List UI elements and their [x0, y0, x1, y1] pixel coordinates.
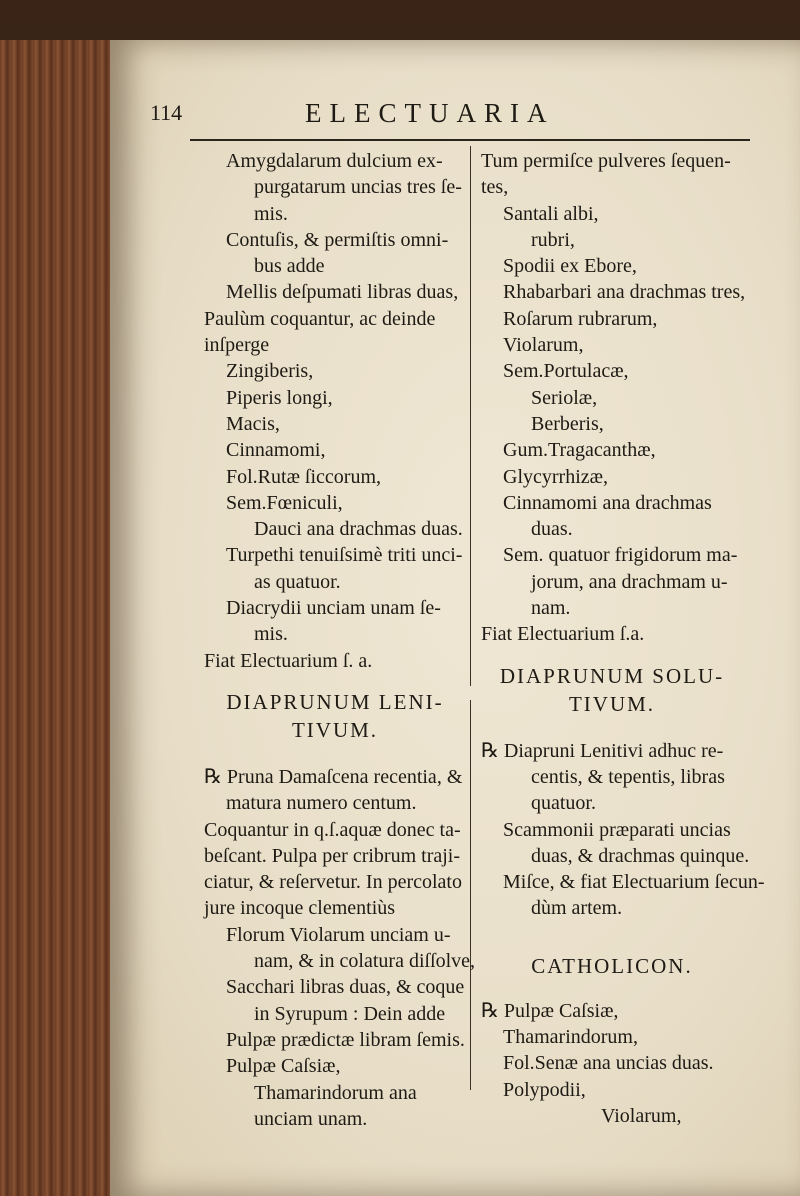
text-line: Zingiberis, — [226, 360, 314, 383]
text-line: Macis, — [226, 412, 280, 435]
text-line: Sem.Portulacæ, — [503, 360, 629, 383]
recipe-heading: DIAPRUNUM SOLU- — [499, 663, 725, 688]
text-line: Amygdalarum dulcium ex- — [226, 150, 443, 172]
text-line: matura numero centum. — [226, 792, 417, 815]
text-line: Florum Violarum unciam u- — [226, 923, 451, 946]
text-line: nam. — [531, 597, 571, 620]
text-line: Tum permiſce pulveres ſequen- — [481, 150, 731, 172]
text-line: Diacrydii unciam unam ſe- — [226, 597, 441, 620]
recipe-heading: DIAPRUNUM LENI- — [226, 689, 444, 714]
spacer — [481, 648, 743, 662]
text-line: duas. — [531, 518, 573, 541]
text-line: bus adde — [254, 255, 325, 278]
text-line: Piperis longi, — [226, 386, 333, 409]
text-line: mis. — [254, 623, 288, 646]
text-line: jorum, ana drachmam u- — [531, 570, 728, 593]
text-line: Roſarum rubrarum, — [503, 307, 658, 330]
text-line: Glycyrrhizæ, — [503, 465, 608, 488]
text-line: Rhabarbari ana drachmas tres, — [503, 281, 746, 304]
text-line: Thamarindorum ana — [254, 1081, 417, 1104]
text-line: unciam unam. — [254, 1107, 368, 1130]
text-line: Sem.Fœniculi, — [226, 491, 343, 514]
right-column — [481, 148, 765, 1129]
text-line: duas, & drachmas quinque. — [531, 844, 750, 867]
page-number: 114 — [150, 100, 183, 125]
text-line: Sacchari libras duas, & coque — [226, 976, 465, 999]
text-line: Berberis, — [531, 412, 604, 435]
text-line: rubri, — [531, 228, 575, 251]
text-line: Thamarindorum, — [503, 1026, 638, 1049]
recipe-heading: CATHOLICON. — [531, 953, 693, 978]
running-title: ELECTUARIA — [305, 98, 555, 128]
text-line: as quatuor. — [254, 570, 341, 593]
page-header — [150, 98, 750, 138]
text-line: purgatarum uncias tres ſe- — [254, 176, 462, 199]
text-line: dùm artem. — [531, 897, 623, 920]
spacer — [204, 744, 466, 764]
text-line: Spodii ex Ebore, — [503, 255, 637, 278]
spacer — [204, 674, 466, 688]
column-divider — [470, 700, 471, 1090]
header-rule — [190, 139, 750, 141]
column-divider — [470, 146, 471, 686]
text-line: Paulùm coquantur, ac deinde — [204, 307, 436, 330]
text-line: Fol.Rutæ ſiccorum, — [226, 465, 381, 488]
text-line: quatuor. — [531, 792, 596, 815]
text-line: Pulpæ Caſsiæ, — [226, 1055, 341, 1078]
text-line: Fiat Electuarium ſ.a. — [481, 623, 645, 646]
text-line: Sem. quatuor frigidorum ma- — [503, 544, 738, 567]
text-line: Fiat Electuarium ſ. a. — [204, 649, 373, 672]
text-line: ℞ Diapruni Lenitivi adhuc re- — [481, 739, 724, 762]
text-line: in Syrupum : Dein adde — [254, 1002, 446, 1025]
text-line: Scammonii præparati uncias — [503, 818, 731, 841]
text-line: Fol.Senæ ana uncias duas. — [503, 1052, 714, 1075]
text-line: Pulpæ prædictæ libram ſemis. — [226, 1028, 465, 1051]
text-line: beſcant. Pulpa per cribrum traji- — [204, 844, 461, 867]
text-line: Polypodii, — [503, 1078, 586, 1101]
text-line: centis, & tepentis, libras — [531, 765, 725, 788]
text-line: Santali albi, — [503, 202, 599, 225]
recipe-heading: TIVUM. — [291, 717, 379, 742]
text-line: ℞ Pulpæ Caſsiæ, — [481, 999, 619, 1022]
text-line: Mellis deſpumati libras duas, — [226, 281, 459, 304]
left-column — [204, 148, 476, 1132]
text-line: Miſce, & fiat Electuarium ſecun- — [503, 871, 765, 894]
text-line: nam, & in colatura diſſolve, — [254, 950, 476, 973]
text-line: Dauci ana drachmas duas. — [254, 518, 463, 541]
spacer — [481, 922, 743, 952]
text-line: Coquantur in q.ſ.aquæ donec ta- — [204, 818, 461, 841]
spacer — [481, 718, 743, 738]
text-line: Contuſis, & permiſtis omni- — [226, 228, 449, 251]
text-line: jure incoque clementiùs — [204, 897, 396, 920]
text-line: mis. — [254, 202, 288, 225]
spacer — [481, 980, 743, 998]
text-line: Cinnamomi, — [226, 439, 326, 462]
text-line: Gum.Tragacanthæ, — [503, 439, 656, 462]
text-line: Turpethi tenuiſsimè triti unci- — [226, 544, 463, 567]
text-line: ciatur, & reſervetur. In percolato — [204, 871, 462, 894]
text-line: Seriolæ, — [531, 386, 598, 409]
text-line: Cinnamomi ana drachmas — [503, 491, 712, 514]
text-line: ℞ Pruna Damaſcena recentia, & — [204, 765, 463, 788]
text-line: Violarum, — [503, 334, 584, 357]
text-line: inſperge — [204, 334, 270, 357]
text-line: Violarum, — [601, 1104, 682, 1127]
recipe-heading: TIVUM. — [568, 691, 656, 716]
text-line: tes, — [481, 176, 509, 199]
